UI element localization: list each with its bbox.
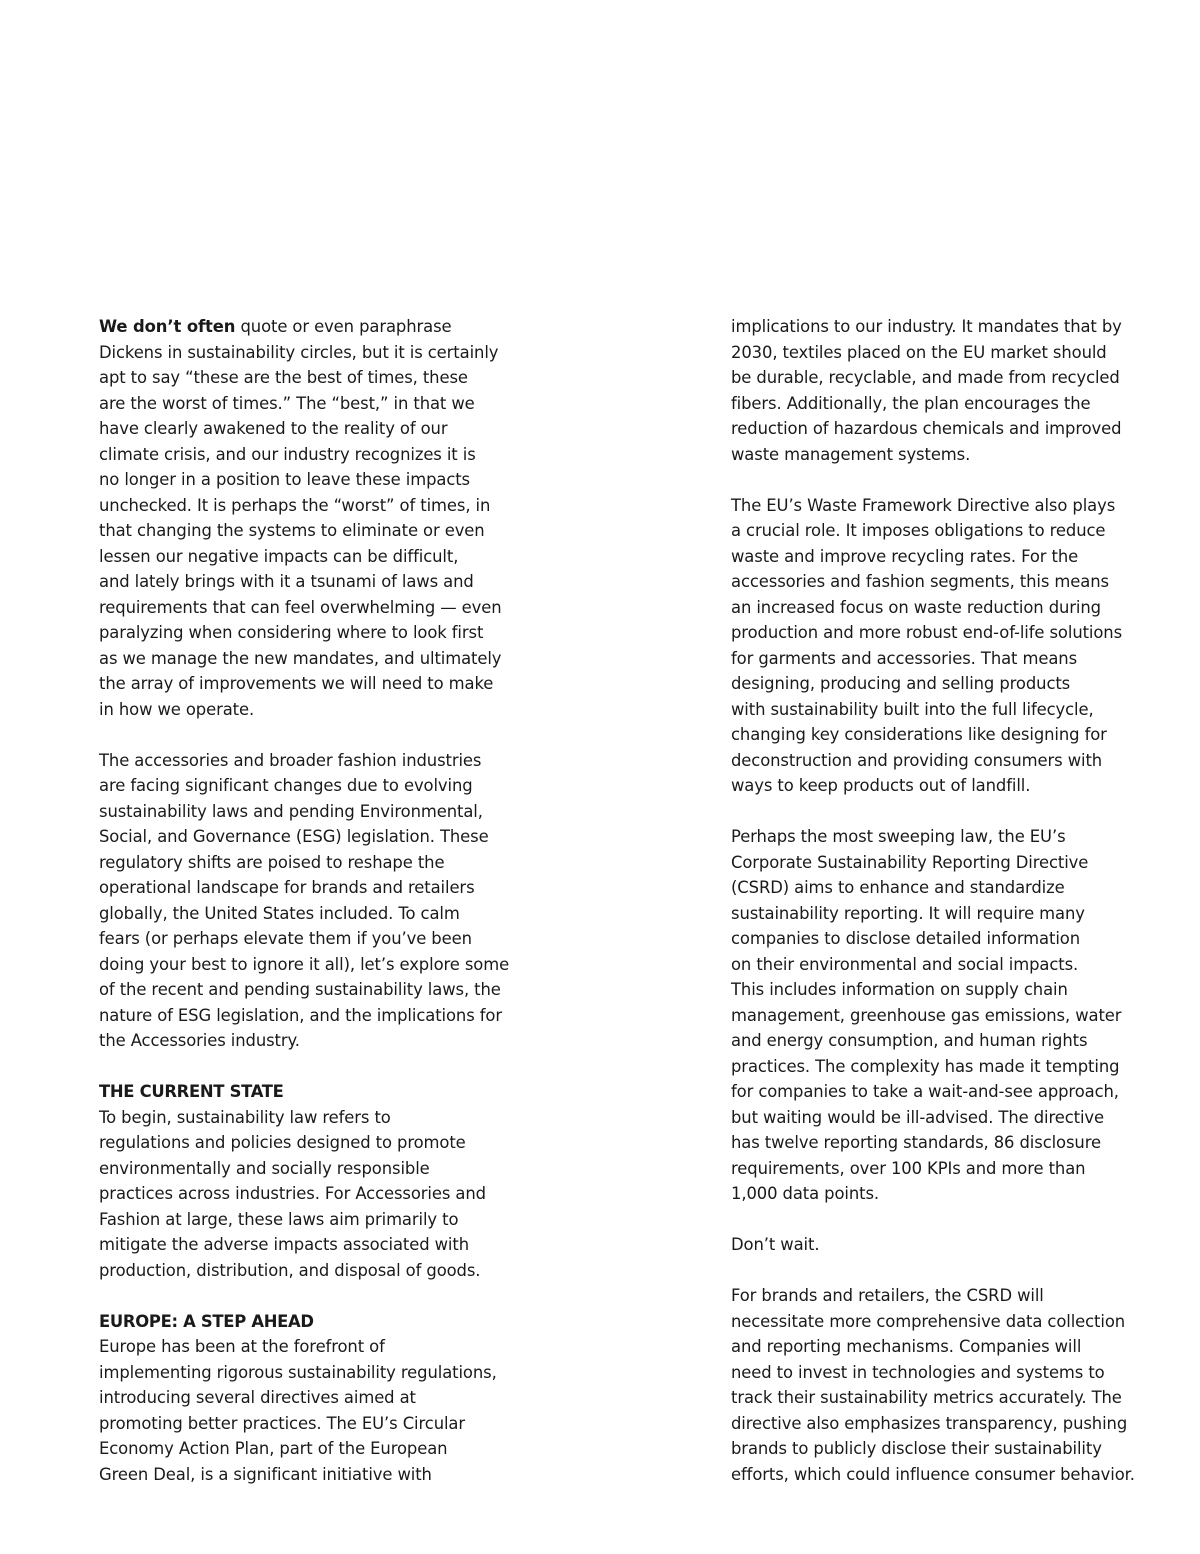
paragraph-line: paralyzing when considering where to look first — [99, 623, 484, 642]
paragraph-line: Dickens in sustainability circles, but it is certainly — [99, 342, 499, 362]
paragraph-line: that changing the systems to eliminate or even — [99, 521, 485, 540]
paragraph-gap — [731, 799, 1141, 825]
paragraph-line: fears (or perhaps elevate them if you’ve been — [99, 929, 472, 948]
paragraph-line: Green Deal, is a significant initiative with — [99, 1464, 432, 1484]
paragraph-line: operational landscape for brands and retailers — [99, 878, 475, 897]
industry-changes-paragraph — [99, 748, 509, 1054]
paragraph-line: This includes information on supply chain — [731, 980, 1068, 999]
paragraph-line: companies to disclose detailed information — [731, 929, 1080, 948]
paragraph-line: Don’t wait. — [731, 1235, 820, 1254]
paragraph-line: sustainability laws and pending Environmental, — [99, 801, 483, 821]
paragraph-line: regulations and policies designed to promote — [99, 1133, 466, 1152]
paragraph-gap — [99, 722, 509, 748]
paragraph-line: practices across industries. For Accessories and — [99, 1184, 486, 1203]
intro-first-line-rest: quote or even paraphrase — [235, 317, 452, 336]
paragraph-line: the Accessories industry. — [99, 1031, 300, 1050]
europe-paragraph — [99, 1334, 509, 1487]
paragraph-line: necessitate more comprehensive data collection — [731, 1311, 1126, 1331]
paragraph-gap — [731, 1258, 1141, 1284]
paragraph-line: brands to publicly disclose their sustainability — [731, 1439, 1102, 1458]
paragraph-line: Social, and Governance (ESG) legislation. These — [99, 827, 489, 846]
paragraph-line: are facing significant changes due to evolving — [99, 776, 473, 795]
paragraph-line: an increased focus on waste reduction during — [731, 597, 1101, 617]
paragraph-line: introducing several directives aimed at — [99, 1388, 416, 1407]
paragraph-line: 2030, textiles placed on the EU market should — [731, 342, 1107, 362]
circular-economy-paragraph — [731, 314, 1141, 467]
paragraph-line: Corporate Sustainability Reporting Directive — [731, 852, 1089, 872]
paragraph-gap — [99, 1054, 509, 1080]
paragraph-line: promoting better practices. The EU’s Circular — [99, 1413, 466, 1433]
left-column — [99, 314, 509, 1487]
paragraph-line: with sustainability built into the full lifecycle, — [731, 699, 1094, 719]
intro-lead: We don’t often — [99, 317, 236, 336]
paragraph-line: production and more robust end-of-life solutions — [731, 623, 1123, 642]
waste-framework-paragraph — [731, 493, 1141, 799]
paragraph-line: accessories and fashion segments, this means — [731, 572, 1109, 591]
dont-wait-paragraph — [731, 1232, 1141, 1258]
paragraph-line: management, greenhouse gas emissions, water — [731, 1005, 1122, 1025]
paragraph-line: efforts, which could influence consumer behavior. — [731, 1464, 1135, 1484]
paragraph-line: have clearly awakened to the reality of our — [99, 419, 448, 438]
paragraph-line: waste management systems. — [731, 444, 971, 464]
paragraph-line: for companies to take a wait-and-see approach, — [731, 1082, 1119, 1101]
intro-first-line — [99, 314, 509, 340]
paragraph-line: 1,000 data points. — [731, 1184, 880, 1203]
paragraph-line: doing your best to ignore it all), let’s explore some — [99, 954, 510, 974]
paragraph-line: the array of improvements we will need to make — [99, 674, 494, 693]
paragraph-line: sustainability reporting. It will require many — [731, 903, 1085, 923]
section-heading-europe: EUROPE: A STEP AHEAD — [99, 1311, 314, 1331]
paragraph-line: of the recent and pending sustainability laws, the — [99, 980, 501, 999]
paragraph-line: practices. The complexity has made it tempting — [731, 1056, 1120, 1076]
paragraph-line: as we manage the new mandates, and ultimately — [99, 648, 502, 668]
paragraph-line: production, distribution, and disposal of goods. — [99, 1260, 481, 1280]
paragraph-line: for garments and accessories. That means — [731, 648, 1078, 668]
paragraph-line: need to invest in technologies and systems to — [731, 1362, 1105, 1382]
paragraph-line: requirements that can feel overwhelming — even — [99, 597, 502, 617]
paragraph-gap — [731, 1207, 1141, 1233]
paragraph-gap — [731, 467, 1141, 493]
paragraph-line: on their environmental and social impacts. — [731, 954, 1079, 974]
paragraph-line: in how we operate. — [99, 699, 255, 719]
paragraph-line: waste and improve recycling rates. For the — [731, 546, 1079, 566]
paragraph-line: The accessories and broader fashion industries — [99, 750, 482, 770]
paragraph-line: changing key considerations like designing for — [731, 725, 1107, 744]
paragraph-line: has twelve reporting standards, 86 disclosure — [731, 1133, 1101, 1152]
paragraph-gap — [99, 1283, 509, 1309]
paragraph-line: For brands and retailers, the CSRD will — [731, 1286, 1044, 1305]
paragraph-line: track their sustainability metrics accurately. The — [731, 1388, 1122, 1407]
paragraph-line: be durable, recyclable, and made from recycled — [731, 368, 1120, 387]
paragraph-line: and reporting mechanisms. Companies will — [731, 1337, 1082, 1356]
section-heading-current-state: THE CURRENT STATE — [99, 1082, 284, 1101]
paragraph-line: are the worst of times.” The “best,” in that we — [99, 393, 475, 413]
paragraph-line: but waiting would be ill-advised. The directive — [731, 1107, 1105, 1127]
paragraph-line: lessen our negative impacts can be difficult, — [99, 546, 459, 566]
paragraph-line: regulatory shifts are poised to reshape the — [99, 852, 445, 872]
csrd-paragraph — [731, 824, 1141, 1207]
paragraph-line: implementing rigorous sustainability regulations, — [99, 1362, 497, 1382]
paragraph-line: designing, producing and selling products — [731, 674, 1071, 693]
paragraph-line: and energy consumption, and human rights — [731, 1031, 1088, 1050]
current-state-paragraph — [99, 1105, 509, 1284]
paragraph-line: ways to keep products out of landfill. — [731, 776, 1031, 795]
paragraph-line: globally, the United States included. To calm — [99, 903, 460, 923]
paragraph-line: To begin, sustainability law refers to — [99, 1107, 391, 1127]
paragraph-line: no longer in a position to leave these impacts — [99, 470, 470, 489]
paragraph-line: requirements, over 100 KPIs and more than — [731, 1158, 1086, 1178]
paragraph-line: deconstruction and providing consumers with — [731, 750, 1103, 770]
paragraph-line: directive also emphasizes transparency, pushing — [731, 1413, 1128, 1433]
paragraph-line: fibers. Additionally, the plan encourages the — [731, 393, 1091, 413]
paragraph-line: nature of ESG legislation, and the implications for — [99, 1005, 502, 1025]
paragraph-line: mitigate the adverse impacts associated with — [99, 1235, 469, 1254]
paragraph-line: climate crisis, and our industry recognizes it is — [99, 444, 476, 464]
intro-paragraph — [99, 314, 509, 722]
brands-retailers-paragraph — [731, 1283, 1141, 1487]
paragraph-line: Europe has been at the forefront of — [99, 1337, 385, 1356]
paragraph-line: The EU’s Waste Framework Directive also plays — [731, 495, 1116, 515]
paragraph-line: Perhaps the most sweeping law, the EU’s — [731, 827, 1066, 846]
paragraph-line: unchecked. It is perhaps the “worst” of times, in — [99, 495, 491, 515]
paragraph-line: Fashion at large, these laws aim primarily to — [99, 1209, 459, 1229]
paragraph-line: environmentally and socially responsible — [99, 1158, 430, 1178]
paragraph-line: a crucial role. It imposes obligations to reduce — [731, 521, 1106, 540]
paragraph-line: Economy Action Plan, part of the European — [99, 1439, 448, 1458]
paragraph-line: reduction of hazardous chemicals and improved — [731, 419, 1122, 438]
paragraph-line: apt to say “these are the best of times, these — [99, 368, 468, 387]
paragraph-line: implications to our industry. It mandates that by — [731, 317, 1122, 336]
paragraph-line: and lately brings with it a tsunami of laws and — [99, 572, 474, 591]
paragraph-line: (CSRD) aims to enhance and standardize — [731, 878, 1065, 897]
right-column — [731, 314, 1141, 1487]
